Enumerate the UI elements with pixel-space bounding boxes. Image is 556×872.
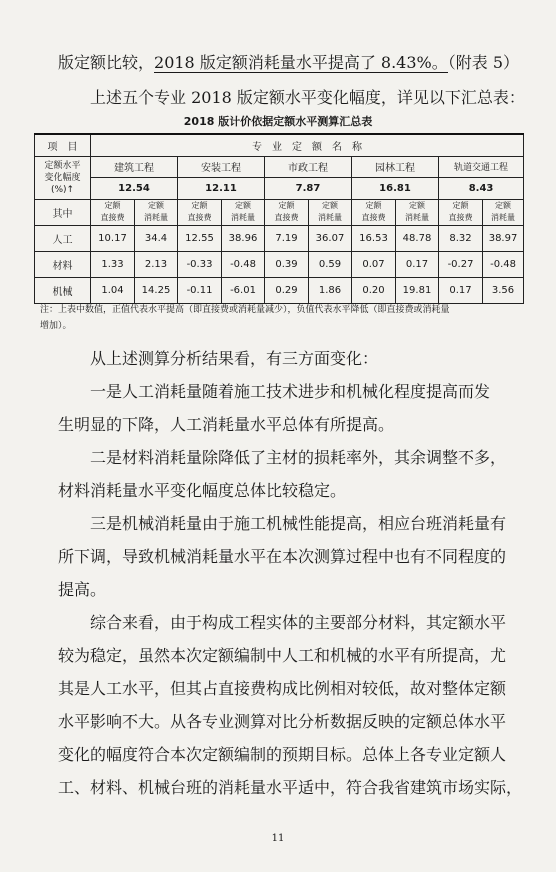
profession-name: 安装工程 xyxy=(178,156,265,177)
table-cell: 12.55 xyxy=(178,225,222,251)
table-cell: -0.48 xyxy=(483,251,524,277)
summary-table xyxy=(34,133,524,304)
row-label: 机械 xyxy=(35,277,91,303)
table-cell: 0.07 xyxy=(352,251,396,277)
profession-name-row xyxy=(35,156,524,177)
intro-line-1 xyxy=(58,53,520,73)
table-cell: 0.17 xyxy=(396,251,439,277)
table-cell: 34.4 xyxy=(135,225,178,251)
change-value: 16.81 xyxy=(352,177,439,199)
sub-header-direct-cost: 定额 直接费 xyxy=(178,199,222,225)
table-cell: -0.11 xyxy=(178,277,222,303)
intro-line-2: 上述五个专业 2018 版定额水平变化幅度，详见以下汇总表： xyxy=(90,88,525,107)
table-row xyxy=(35,277,524,303)
table-cell: 3.56 xyxy=(483,277,524,303)
profession-name: 建筑工程 xyxy=(91,156,178,177)
table-cell: 16.53 xyxy=(352,225,396,251)
change-value: 7.87 xyxy=(265,177,352,199)
sub-header-direct-cost: 定额 直接费 xyxy=(265,199,309,225)
table-header-row xyxy=(35,134,524,156)
table-cell: 0.29 xyxy=(265,277,309,303)
change-value: 12.11 xyxy=(178,177,265,199)
sub-label: 其中 xyxy=(35,199,91,225)
table-cell: 7.19 xyxy=(265,225,309,251)
paragraph-machine-l3: 提高。 xyxy=(58,580,107,599)
paragraph-material-l2: 材料消耗量水平变化幅度总体比较稳定。 xyxy=(58,481,347,500)
sub-header-direct-cost: 定额 直接费 xyxy=(91,199,135,225)
sub-header-consumption: 定额 消耗量 xyxy=(222,199,265,225)
table-cell: 10.17 xyxy=(91,225,135,251)
paragraph-summary-l5: 变化的幅度符合本次定额编制的预期目标。总体上各专业定额人 xyxy=(58,745,507,764)
table-cell: -0.27 xyxy=(439,251,483,277)
sub-header-direct-cost: 定额 直接费 xyxy=(352,199,396,225)
table-cell: -0.33 xyxy=(178,251,222,277)
paragraph-intro: 从上述测算分析结果看，有三方面变化： xyxy=(90,349,379,368)
up-arrow-icon: ↑ xyxy=(66,184,75,195)
row-label: 人工 xyxy=(35,225,91,251)
table-cell: 1.33 xyxy=(91,251,135,277)
paragraph-labor-l1: 一是人工消耗量随着施工技术进步和机械化程度提高而发 xyxy=(90,382,491,401)
table-cell: 0.39 xyxy=(265,251,309,277)
paragraph-material-l1: 二是材料消耗量除降低了主材的损耗率外，其余调整不多， xyxy=(90,448,507,467)
table-cell: 0.20 xyxy=(352,277,396,303)
intro-prefix: 版定额比较， xyxy=(58,53,155,72)
paragraph-machine-l1: 三是机械消耗量由于施工机械性能提高，相应台班消耗量有 xyxy=(90,514,507,533)
paragraph-machine-l2: 所下调，导致机械消耗量水平在本次测算过程中也有不同程度的 xyxy=(58,547,507,566)
page-number: 11 xyxy=(271,833,285,844)
change-value: 8.43 xyxy=(439,177,524,199)
table-cell: 38.97 xyxy=(483,225,524,251)
table-cell: 48.78 xyxy=(396,225,439,251)
sub-header-row xyxy=(35,199,524,225)
paragraph-labor-l2: 生明显的下降，人工消耗量水平总体有所提高。 xyxy=(58,415,395,434)
appendix-ref: （附表 5） xyxy=(447,53,520,72)
paragraph-summary-l1: 综合来看，由于构成工程实体的主要部分材料，其定额水平 xyxy=(90,613,507,632)
underlined-statement: 2018 版定额消耗量水平提高了 8.43%。 xyxy=(154,53,448,72)
table-cell: 1.04 xyxy=(91,277,135,303)
profession-name: 市政工程 xyxy=(265,156,352,177)
table-cell: 36.07 xyxy=(309,225,352,251)
table-cell: 1.86 xyxy=(309,277,352,303)
sub-header-consumption: 定额 消耗量 xyxy=(309,199,352,225)
table-cell: 0.59 xyxy=(309,251,352,277)
table-cell: -6.01 xyxy=(222,277,265,303)
sub-header-consumption: 定额 消耗量 xyxy=(396,199,439,225)
profession-name: 园林工程 xyxy=(352,156,439,177)
paragraph-summary-l6: 工、材料、机械台班的消耗量水平适中，符合我省建筑市场实际， xyxy=(58,778,523,797)
profession-name: 轨道交通工程 xyxy=(439,156,524,177)
paragraph-summary-l2: 较为稳定，虽然本次定额编制中人工和机械的水平有所提高，尤 xyxy=(58,646,507,665)
table-cell: -0.48 xyxy=(222,251,265,277)
paragraph-summary-l4: 水平影响不大。从各专业测算对比分析数据反映的定额总体水平 xyxy=(58,712,507,731)
change-value: 12.54 xyxy=(91,177,178,199)
table-caption: 2018 版计价依据定额水平测算汇总表 xyxy=(183,115,373,128)
paragraph-summary-l3: 其是人工水平，但其占直接费构成比例相对较低，故对整体定额 xyxy=(58,679,507,698)
table-cell: 14.25 xyxy=(135,277,178,303)
table-row xyxy=(35,251,524,277)
table-row xyxy=(35,225,524,251)
sub-header-direct-cost: 定额 直接费 xyxy=(439,199,483,225)
header-item: 项 目 xyxy=(35,134,91,156)
table-note: 注：上表中数值，正值代表水平提高（即直接费或消耗量减少），负值代表水平降低（即直接费或消耗量 增加）。 xyxy=(40,305,450,331)
table-cell: 38.96 xyxy=(222,225,265,251)
sub-header-consumption: 定额 消耗量 xyxy=(483,199,524,225)
table-cell: 8.32 xyxy=(439,225,483,251)
table-cell: 19.81 xyxy=(396,277,439,303)
sub-header-consumption: 定额 消耗量 xyxy=(135,199,178,225)
table-cell: 2.13 xyxy=(135,251,178,277)
change-value-row xyxy=(35,177,524,199)
header-profession-name: 专 业 定 额 名 称 xyxy=(91,134,524,156)
row-label: 材料 xyxy=(35,251,91,277)
table-cell: 0.17 xyxy=(439,277,483,303)
change-label: 定额水平 变化幅度 (%)↑ xyxy=(35,156,91,199)
